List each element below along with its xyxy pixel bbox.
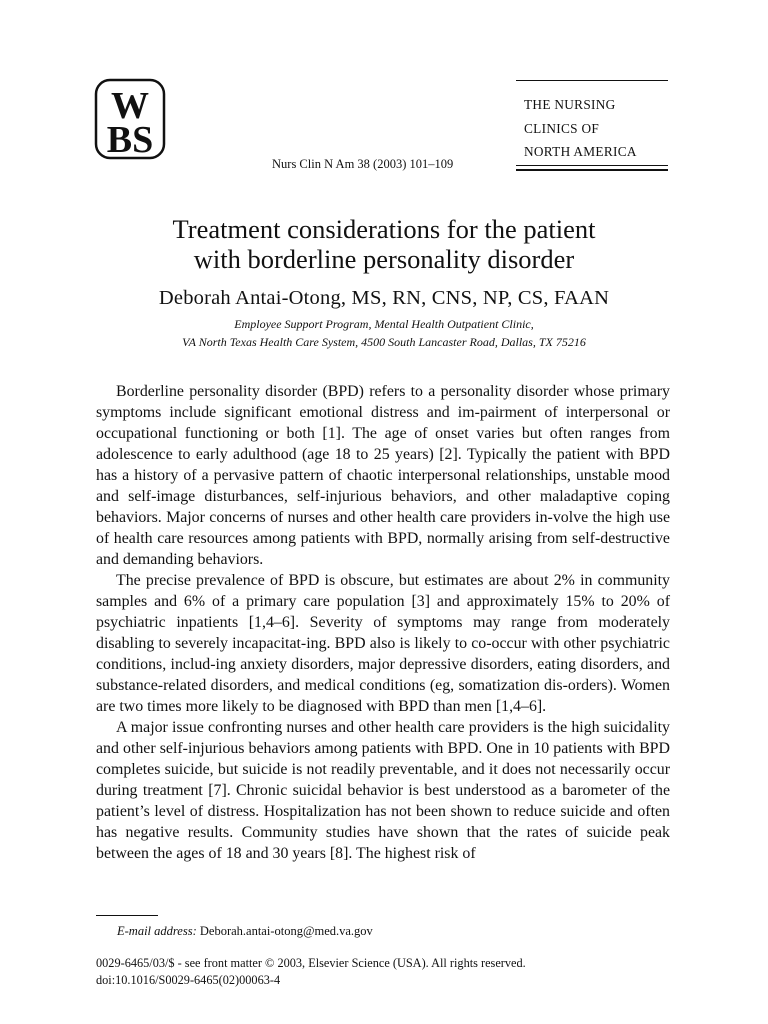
article-title-line: Treatment considerations for the patient <box>172 214 596 244</box>
body-paragraph: Borderline personality disorder (BPD) refers to a personality disorder whose primary symptoms include significant emotional distress and im-pairment of interpersonal or occupational functioning or both [1]. The age of onset varies but often ranges from adolescence to early adulthood (age 18 to 25 years) [2]. Typically the patient with BPD has a history of a pervasive pattern of chaotic interpersonal relationships, unstable mood and self-image disturbances, self-injurious behaviors, and other maladaptive coping behaviors. Major concerns of nurses and other health care providers in-volve the high use of health care resources among patients with BPD, normally arising from self-destructive and demanding behaviors. <box>96 383 670 568</box>
body-paragraph: The precise prevalence of BPD is obscure, but estimates are about 2% in community samples and 6% of a primary care population [3] and approximately 15% to 20% of psychiatric inpatients [1,4–6]. Severity of symptoms may range from moderately disabling to severely incapacitat-ing. BPD also is likely to co-occur with other psychiatric conditions, includ-ing anxiety disorders, major depressive disorders, eating disorders, and substance-related disorders, and medical conditions (eg, somatization dis-orders). Women are two times more likely to be diagnosed with BPD than men [1,4–6]. <box>96 572 670 715</box>
journal-title <box>524 93 637 164</box>
journal-title-line: CLINICS OF <box>524 120 600 136</box>
affiliation-line: VA North Texas Health Care System, 4500 South Lancaster Road, Dallas, TX 75216 <box>182 335 586 349</box>
wbs-logo-icon <box>94 78 166 160</box>
journal-title-line: NORTH AMERICA <box>524 144 637 159</box>
svg-text:BS: BS <box>106 119 154 160</box>
masthead-rule-top <box>516 80 668 81</box>
article-title-line: with borderline personality disorder <box>193 244 575 274</box>
article-authors: Deborah Antai-Otong, MS, RN, CNS, NP, CS, FAAN <box>158 287 610 309</box>
body-paragraph: A major issue confronting nurses and other health care providers is the high suicidality and other self-injurious behaviors among patients with BPD. One in 10 patients with BPD completes suicide, but suicide is not readily preventable, and it does not necessarily occur during treatment [7]. Chronic suicidal behavior is best understood as a barometer of the patient’s level of distress. Hospitalization has not been shown to reduce suicide and often has negative results. Community studies have shown that the rates of suicide peak between the ages of 18 and 30 years [8]. The highest risk of <box>96 719 670 862</box>
author-affiliation <box>0 315 768 351</box>
copyright-block <box>96 955 526 989</box>
article-title <box>0 214 768 274</box>
footnote-rule <box>96 915 158 916</box>
email-footnote <box>117 924 373 939</box>
journal-title-line: THE NURSING <box>524 97 616 112</box>
masthead-rule-bottom <box>516 165 668 171</box>
copyright-line: 0029-6465/03/$ - see front matter © 2003, Elsevier Science (USA). All rights reserved. <box>96 956 526 970</box>
publisher-logo <box>94 78 166 160</box>
email-label: E-mail address: <box>117 924 197 938</box>
journal-citation: Nurs Clin N Am 38 (2003) 101–109 <box>272 157 454 171</box>
svg-text:W: W <box>111 85 149 127</box>
email-address[interactable]: Deborah.antai-otong@med.va.gov <box>199 924 373 938</box>
doi-line: doi:10.1016/S0029-6465(02)00063-4 <box>96 973 281 987</box>
article-body <box>96 381 670 864</box>
affiliation-line: Employee Support Program, Mental Health Outpatient Clinic, <box>234 317 534 331</box>
